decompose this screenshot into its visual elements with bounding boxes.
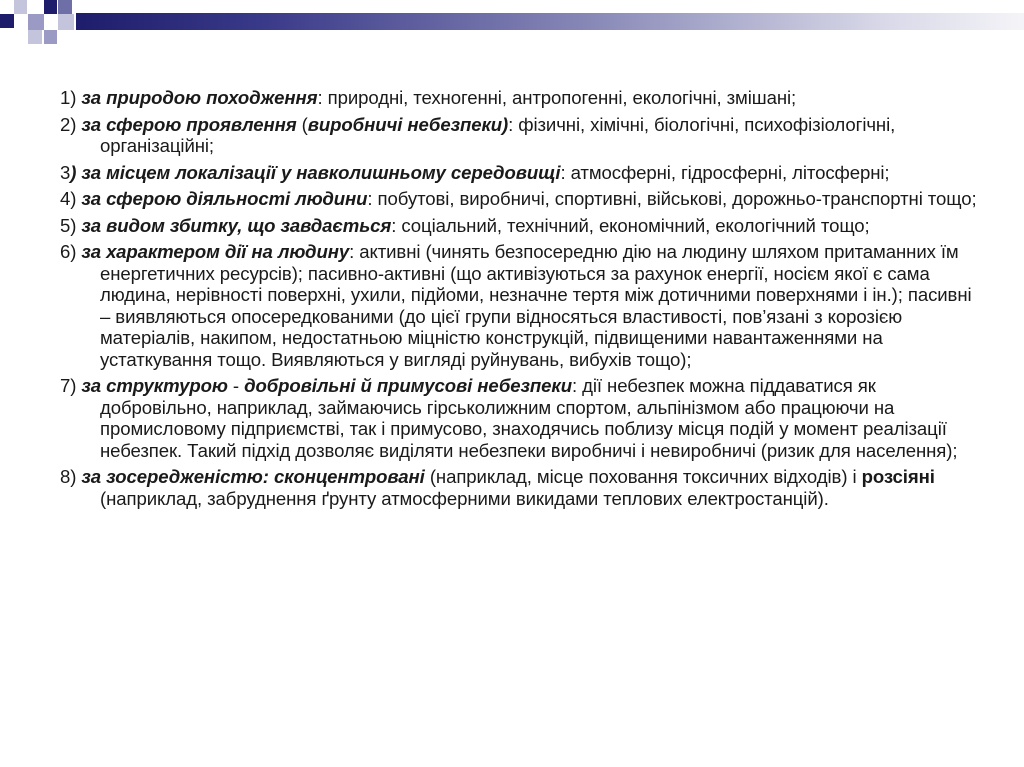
item-text: : побутові, виробничі, спортивні, військові, дорожньо-транспортні тощо; [367,188,977,209]
list-item [60,375,980,461]
item-number: 3 [60,161,71,183]
item-term-secondary: розсіяні [861,466,935,487]
item-term: за структурою [81,375,228,396]
decor-square [28,30,42,44]
decor-square [44,30,57,44]
list-item [60,87,980,109]
item-text: (наприклад, місце поховання токсичних відходів) і [424,466,862,487]
decor-square [58,14,74,30]
item-text: : активні (чинять безпосередню дію на людину шляхом притаманних їм енергетичних ресурсів); пасивно-активні (що активізуються за рахунок енергії, носієм якої є сама людина, нерівності поверхні, ухили, підйоми, незначне тертя між дотичними поверхнями і ін.); пасивні – виявляються опосередкованими (до цієї групи відносяться властивості, пов’язані з корозією матеріалів, накипом, недостатньою міцністю конструкцій, підвищеними навантаженнями на устаткування тощо. Виявляються у вигляді руйнувань, вибухів тощо); [100,241,972,370]
header-gradient-bar [76,13,1024,30]
item-text: ( [296,113,308,135]
item-term: за видом збитку, що завдається [81,214,392,236]
list-item [60,162,980,184]
list-item [60,114,980,157]
item-text: - [227,375,245,396]
item-text: (наприклад, забруднення ґрунту атмосферними викидами теплових електростанцій). [100,487,829,509]
item-text: : атмосферні, гідросферні, літосферні; [560,161,890,183]
decor-square [14,0,27,14]
decor-square [14,30,28,44]
list-item [60,466,980,509]
item-term: ) за місцем локалізації у навколишньому середовищі [70,161,561,183]
item-text: : фізичні, хімічні, біологічні, психофізіологічні, організаційні; [100,113,896,156]
item-number: 4) [60,188,82,209]
item-number: 5) [60,214,82,236]
item-term: за сферою проявлення [81,113,297,135]
item-number: 2) [60,113,82,135]
item-term-secondary: виробничі небезпеки) [307,113,509,135]
item-number: 7) [60,375,82,396]
item-text: : природні, техногенні, антропогенні, екологічні, змішані; [317,87,797,108]
decor-square [28,14,44,30]
item-number: 6) [60,241,82,262]
list-item [60,215,980,237]
item-term: за зосередженістю: сконцентровані [81,466,425,487]
decor-square [44,0,57,14]
item-term: за характером дії на людину [81,241,350,262]
list-item [60,241,980,370]
item-number: 1) [60,87,82,108]
slide-content [60,87,980,514]
item-number: 8) [60,466,82,487]
decor-square [0,14,14,28]
item-text: : дії небезпек можна піддаватися як добровільно, наприклад, займаючись гірськолижним спортом, альпінізмом або працюючи на промисловому підприємстві, так і примусово, знаходячись поблизу місця подій у момент реалізації небезпек. Такий підхід дозволяє виділяти небезпеки виробничі і невиробничі (ризик для населення); [100,375,958,461]
item-text: : соціальний, технічний, економічний, екологічний тощо; [391,214,870,236]
slide-header-decoration [0,0,1024,60]
item-term-secondary: добровільні й примусові небезпеки [244,375,572,396]
decor-square [44,14,58,30]
decor-square [58,0,72,14]
item-term: за природою походження [81,87,318,108]
item-term: за сферою діяльності людини [81,188,368,209]
list-item [60,188,980,210]
